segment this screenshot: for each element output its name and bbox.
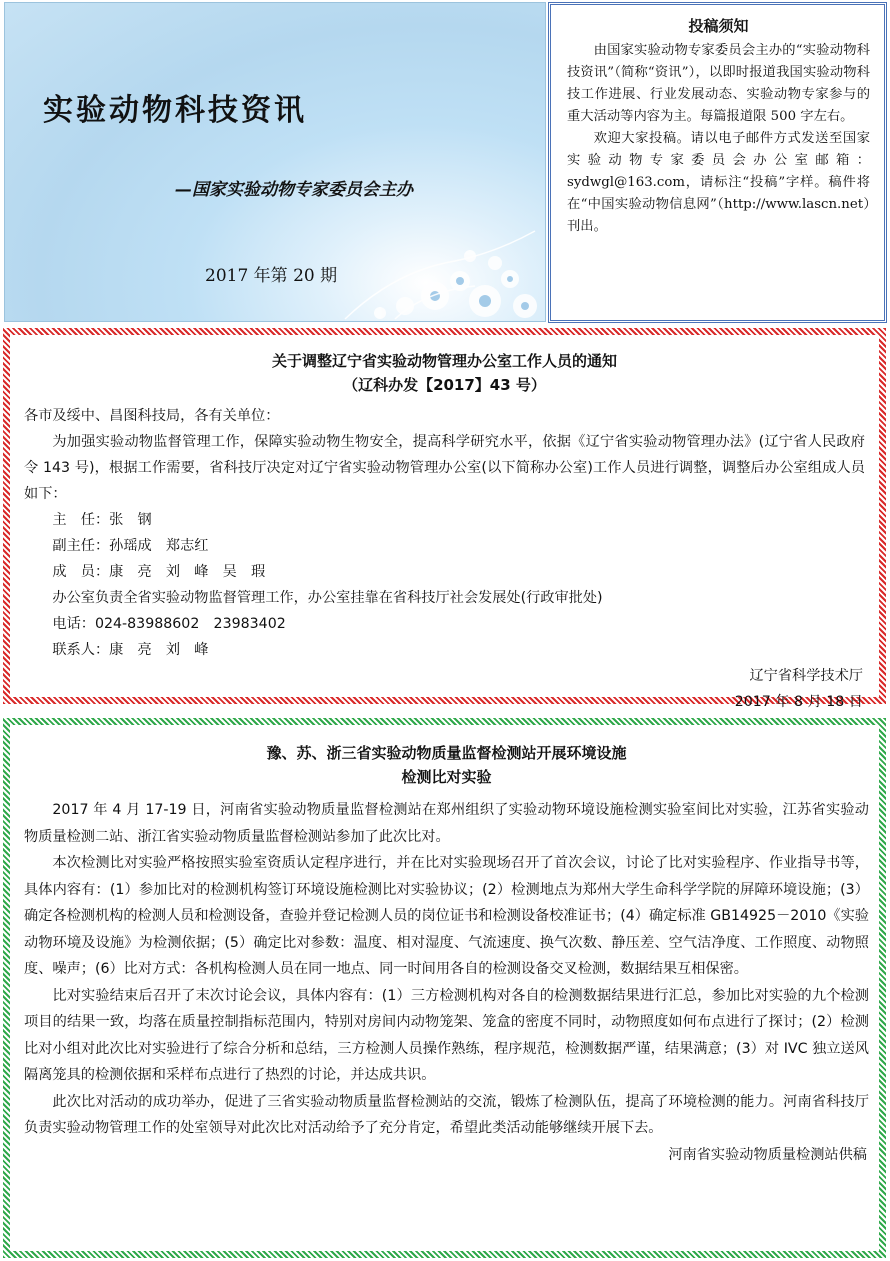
magazine-title: 实验动物科技资讯 (43, 93, 307, 128)
issue-number: 2017 年第 20 期 (205, 266, 338, 286)
staff-deputy: 副主任：孙瑶成 郑志红 (52, 538, 209, 554)
article-comparison-test (3, 718, 886, 1258)
article2-paragraph: 2017 年 4 月 17-19 日，河南省实验动物质量监督检测站在郑州组织了实验动物环境设施检测实验室间比对实验，江苏省实验动物质量检测二站、浙江省实验动物质量监督检测站参加了此次比对。 (24, 802, 869, 845)
article1-salutation: 各市及绥中、昌图科技局，各有关单位： (24, 408, 280, 424)
article1-date: 2017 年 8 月 18 日 (734, 694, 863, 710)
staff-director: 主 任：张 钢 (52, 512, 152, 528)
article1-signer: 辽宁省科学技术厅 (749, 668, 863, 684)
article2-paragraph: 比对实验结束后召开了末次讨论会议，具体内容有：(1）三方检测机构对各自的检测数据结果进行汇总，参加比对实验的九个检测项目的结果一致，均落在质量控制指标范围内，特别对房间内动物笼架、笼盒的密度不同时，动物照度如何布点进行了探讨；(2）检测比对小组对此次比对实验进行了综合分析和总结，三方检测人员操作熟练，程序规范，检测数据严谨，结果满意；(3）对 IVC 独立送风隔离笼具的检测依据和采样布点进行了热烈的讨论，并达成共识。 (24, 987, 869, 1083)
staff-members: 成 员：康 亮 刘 峰 吴 瑕 (52, 564, 266, 580)
notice-paragraph-2: 欢迎大家投稿。请以电子邮件方式发送至国家实验动物专家委员会办公室邮箱：sydwgl@163.com，请标注“投稿”字样。稿件将在“中国实验动物信息网”（http://www.lascn.net）刊出。 (567, 131, 870, 234)
article-liaoning-notice (3, 328, 886, 710)
office-contact: 联系人：康 亮 刘 峰 (52, 642, 209, 658)
magazine-subtitle: —国家实验动物专家委员会主办 (175, 180, 413, 200)
article1-title: 关于调整辽宁省实验动物管理办公室工作人员的通知 (271, 352, 617, 370)
article2-title-line2: 检测比对实验 (401, 768, 492, 786)
article1-doc-number: （辽科办发【2017】43 号） (343, 376, 546, 394)
office-duty: 办公室负责全省实验动物监督管理工作，办公室挂靠在省科技厅社会发展处(行政审批处) (52, 590, 603, 606)
office-phone: 电话：024-83988602 23983402 (52, 616, 286, 632)
masthead (4, 2, 546, 322)
notice-paragraph-1: 由国家实验动物专家委员会主办的“实验动物科技资讯”（简称“资讯”），以即时报道我国实验动物科技工作进展、行业发展动态、实验动物专家参与的重大活动等内容为主。每篇报道限 500 字左右。 (567, 43, 870, 124)
article2-title-line1: 豫、苏、浙三省实验动物质量监督检测站开展环境设施 (266, 744, 627, 762)
article2-paragraph: 本次检测比对实验严格按照实验室资质认定程序进行，并在比对实验现场召开了首次会议，讨论了比对实验程序、作业指导书等，具体内容有：(1）参加比对的检测机构签订环境设施检测比对实验协议；(2）检测地点为郑州大学生命科学学院的屏障环境设施；(3）确定各检测机构的检测人员和检测设备，查验并登记检测人员的岗位证书和检测设备校准证书；(4）确定标准 GB14925－2010《实验动物环境及设施》为检测依据；(5）确定比对参数：温度、相对湿度、气流速度、换气次数、静压差、空气洁净度、工作照度、动物照度、噪声；(6）比对方式：各机构检测人员在同一地点、同一时间用各自的检测设备交叉检测，数据结果互相保密。 (24, 855, 869, 977)
article2-paragraph: 此次比对活动的成功举办，促进了三省实验动物质量监督检测站的交流，锻炼了检测队伍，提高了环境检测的能力。河南省科技厅负责实验动物管理工作的处室领导对此次比对活动给予了充分肯定，希望此类活动能够继续开展下去。 (24, 1093, 869, 1136)
submission-notice (548, 2, 887, 323)
notice-title: 投稿须知 (688, 17, 749, 35)
article2-source: 河南省实验动物质量检测站供稿 (668, 1146, 867, 1163)
article1-body: 为加强实验动物监督管理工作，保障实验动物生物安全，提高科学研究水平，依据《辽宁省实验动物管理办法》(辽宁省人民政府令 143 号)，根据工作需要，省科技厅决定对辽宁省实验动物管理办公室(以下简称办公室)工作人员进行调整，调整后办公室组成人员如下： (24, 434, 865, 502)
